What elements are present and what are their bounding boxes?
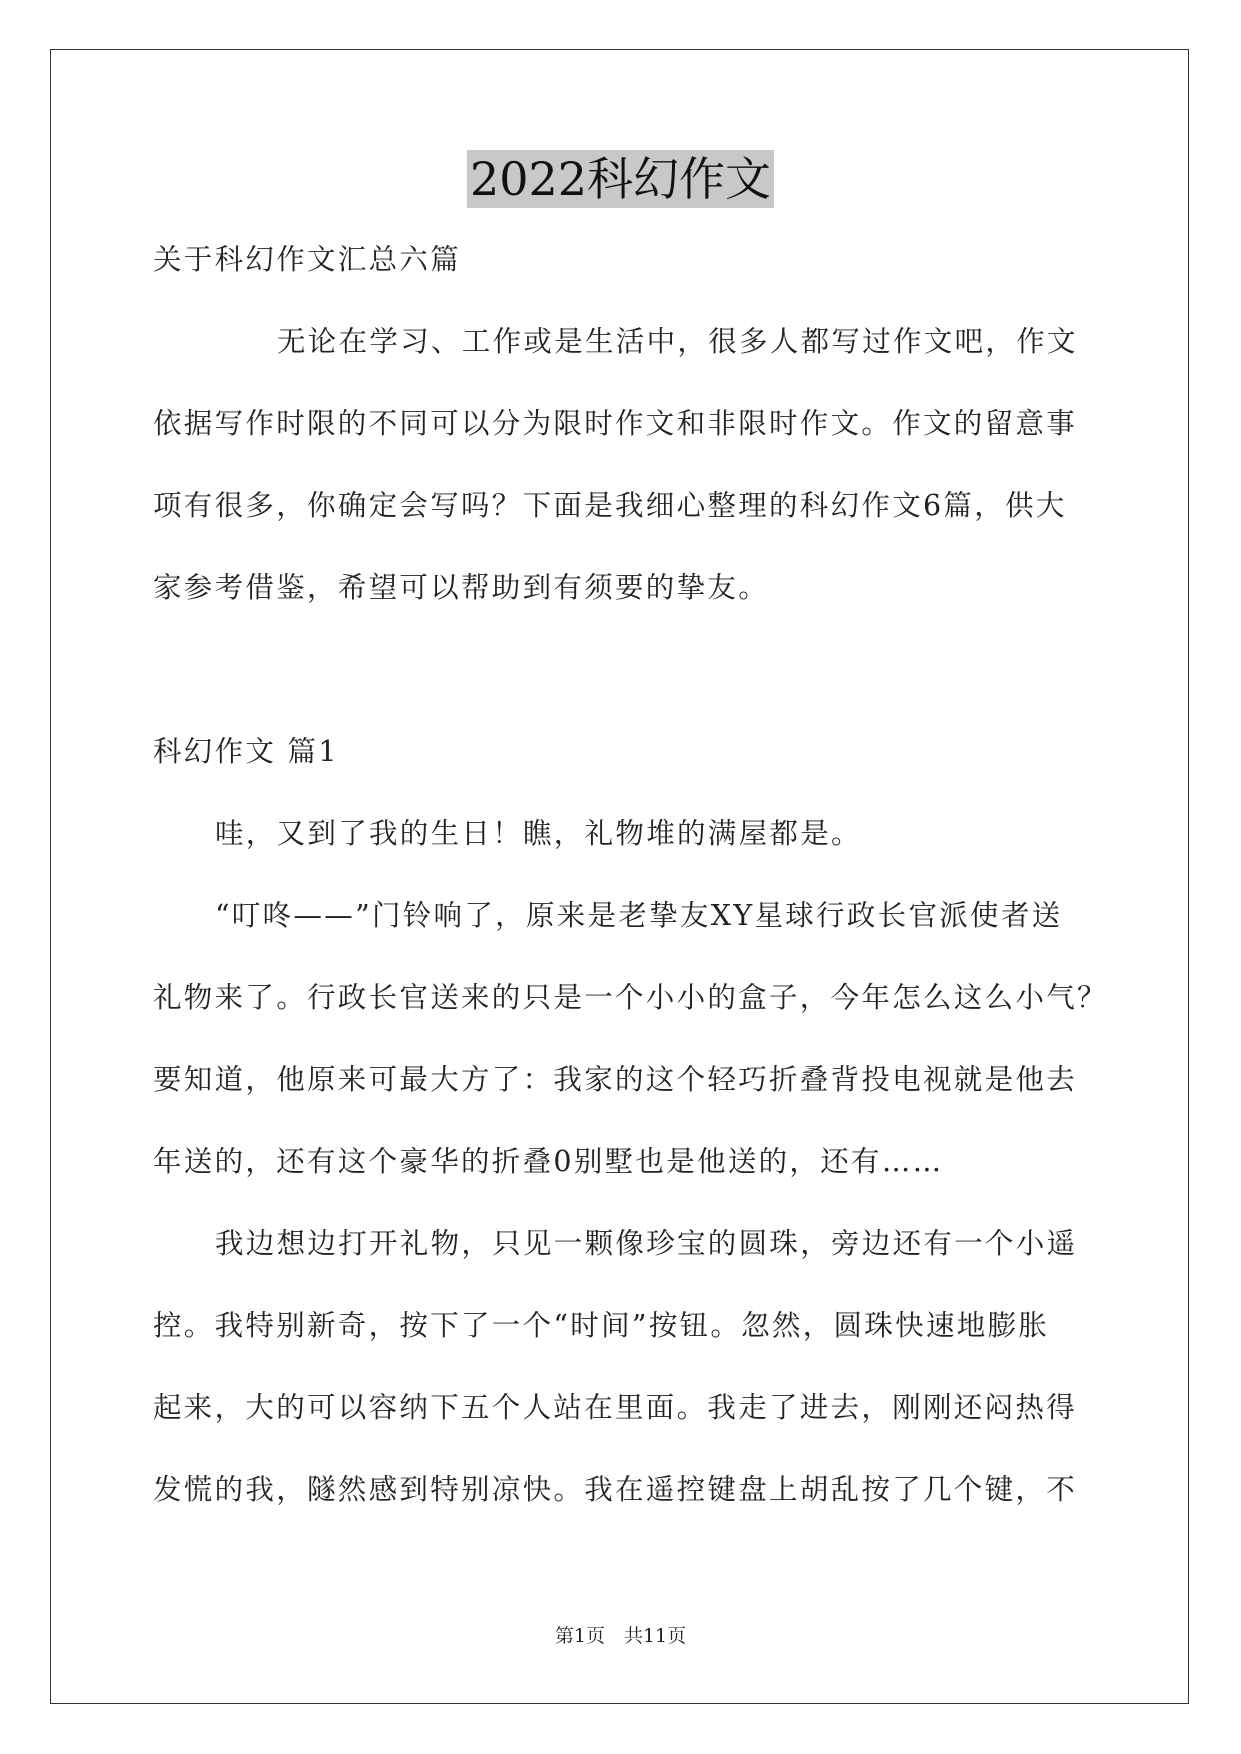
intro-line: 家参考借鉴，希望可以帮助到有须要的挚友。 — [153, 571, 770, 604]
document-title: 2022科幻作文 — [467, 150, 774, 208]
intro-line: 项有很多，你确定会写吗？下面是我细心整理的科幻作文6篇，供大 — [153, 489, 1067, 522]
body-line: 发慌的我，隧然感到特别凉快。我在遥控键盘上胡乱按了几个键，不 — [153, 1473, 1078, 1506]
body-line: 年送的，还有这个豪华的折叠0别墅也是他送的，还有…… — [153, 1145, 944, 1178]
document-body — [153, 232, 1108, 1544]
section-heading: 科幻作文 篇1 — [153, 735, 339, 768]
page-number-footer: 第1页 共11页 — [554, 1625, 687, 1647]
paragraph-gap — [153, 642, 1093, 724]
body-line: 起来，大的可以容纳下五个人站在里面。我走了进去，刚刚还闷热得 — [153, 1391, 1078, 1424]
intro-line: 依据写作时限的不同可以分为限时作文和非限时作文。作文的留意事 — [153, 407, 1078, 440]
title-container — [0, 150, 1241, 208]
body-line: 要知道，他原来可最大方了：我家的这个轻巧折叠背投电视就是他去 — [153, 1063, 1078, 1096]
body-line: “叮咚——”门铃响了，原来是老挚友XY星球行政长官派使者送 — [215, 899, 1063, 932]
body-line: 控。我特别新奇，按下了一个“时间”按钮。忽然，圆珠快速地膨胀 — [153, 1309, 1050, 1342]
body-line: 礼物来了。行政长官送来的只是一个小小的盒子，今年怎么这么小气？ — [153, 981, 1108, 1014]
body-line: 我边想边打开礼物，只见一颗像珍宝的圆珠，旁边还有一个小遥 — [215, 1227, 1078, 1260]
document-subtitle: 关于科幻作文汇总六篇 — [153, 243, 462, 276]
body-line: 哇，又到了我的生日！瞧，礼物堆的满屋都是。 — [215, 817, 862, 850]
intro-line: 无论在学习、工作或是生活中，很多人都写过作文吧，作文 — [277, 325, 1078, 358]
